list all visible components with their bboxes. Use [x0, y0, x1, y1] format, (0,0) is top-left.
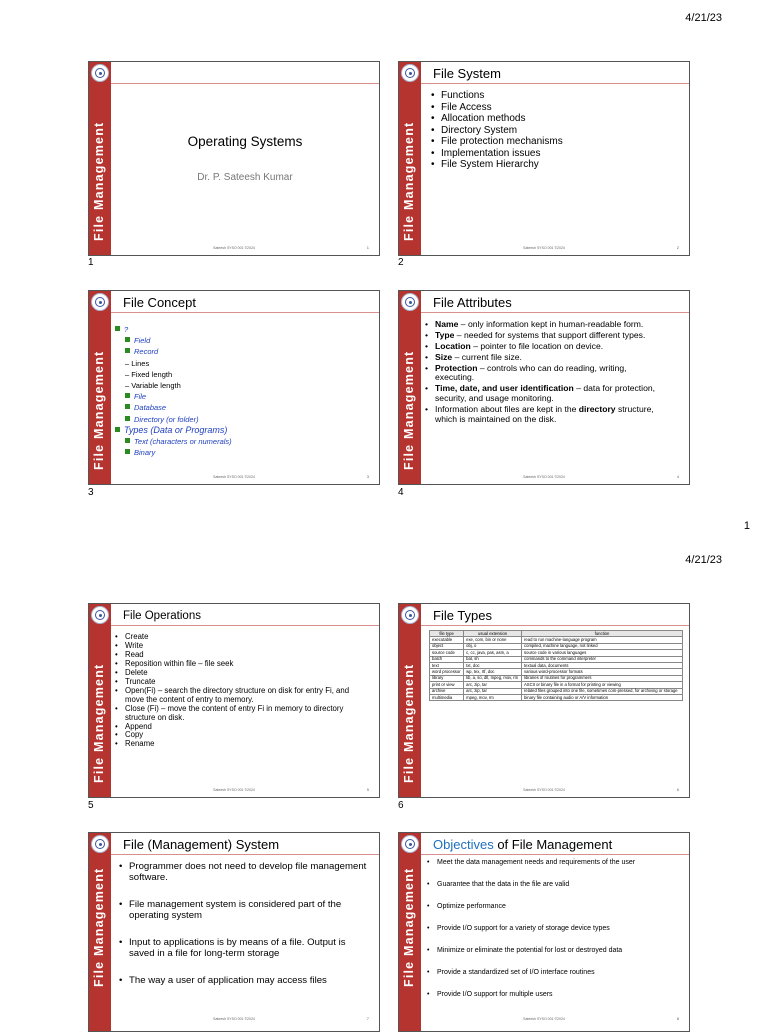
table-cell: source code in various languages [522, 650, 683, 656]
table-cell: source code [430, 650, 464, 656]
list-item: – Fixed length [125, 369, 173, 379]
table-cell: mpeg, mov, rm [464, 695, 522, 701]
sidebar-label: File Management [402, 350, 416, 470]
slide-2 [398, 61, 690, 256]
slide-sidebar [89, 291, 111, 484]
slide-sidebar [399, 604, 421, 797]
slide-1 [88, 61, 380, 256]
slide-footer: Sateesh SYSO 001 ©2024 [213, 1017, 255, 1021]
table-cell: various word-processor formats [522, 669, 683, 675]
list-item: • File protection mechanisms [431, 136, 563, 148]
list-item: • Minimize or eliminate the potential for lost or destroyed data [427, 947, 685, 955]
page-number: 1 [743, 520, 750, 532]
slide-index: 5 [88, 800, 94, 811]
table-cell: related files grouped into one file, sometimes com-pressed, for archiving or storage [522, 688, 683, 694]
sidebar-label: File Management [92, 663, 106, 783]
table-cell: txt, doc [464, 663, 522, 669]
slide-title: File System [433, 66, 501, 81]
table-cell: wp, tex, rtf, doc [464, 669, 522, 675]
list-item: Field [115, 335, 232, 346]
university-logo-icon [401, 606, 419, 624]
list-item: • Append [115, 723, 367, 732]
list-item: • Name – only information kept in human-readable form. [425, 320, 663, 330]
table-cell: word processor [430, 669, 464, 675]
operations-list [115, 633, 367, 749]
slide-footer: Sateesh SYSO 001 ©2024 [523, 246, 565, 250]
table-cell: library [430, 675, 464, 681]
university-logo-icon [91, 293, 109, 311]
list-item: • File Access [431, 102, 563, 114]
slide-title: File Operations [123, 610, 201, 622]
slide-number: 2 [676, 245, 679, 250]
slide-sidebar [89, 604, 111, 797]
university-logo-icon [401, 293, 419, 311]
table-cell: executable [430, 637, 464, 643]
concept-tree [115, 324, 232, 458]
table-cell: bat, sh [464, 656, 522, 662]
list-item: • Open(Fi) – search the directory structure on disk for entry Fi, and move the content of entry to memory. [115, 687, 367, 705]
slide-5 [88, 603, 380, 798]
list-item: • Optimize performance [427, 903, 685, 911]
list-item: • File System Hierarchy [431, 159, 563, 171]
table-cell: libraries of routines for programmers [522, 675, 683, 681]
slide-title: File Concept [123, 295, 196, 310]
slide-index: 2 [398, 257, 404, 268]
university-logo-icon [401, 835, 419, 853]
university-logo-icon [91, 835, 109, 853]
objectives-list [427, 859, 685, 999]
column-header: usual extension [464, 631, 522, 637]
list-item: Binary [115, 447, 232, 458]
sidebar-label: File Management [402, 663, 416, 783]
sidebar-label: File Management [92, 350, 106, 470]
column-header: function [522, 631, 683, 637]
list-item: • Type – needed for systems that support different types. [425, 331, 663, 341]
list-item: • Directory System [431, 125, 563, 137]
list-item: • Functions [431, 90, 563, 102]
university-logo-icon [401, 64, 419, 82]
table-cell: text [430, 663, 464, 669]
slide-sidebar [399, 62, 421, 255]
list-item: – Lines [125, 358, 150, 368]
slide-number: 5 [366, 787, 369, 792]
sidebar-label: File Management [92, 867, 106, 987]
table-cell: textual data, documents [522, 663, 683, 669]
slide-number: 6 [676, 787, 679, 792]
list-item: • Create [115, 633, 367, 642]
slide-index: 6 [398, 800, 404, 811]
page-date: 4/21/23 [685, 12, 722, 24]
table-cell: commands to the command interpreter [522, 656, 683, 662]
table-cell: arc, zip, tar [464, 682, 522, 688]
slide-7 [88, 832, 380, 1032]
list-item: • Provide I/O support for a variety of storage device types [427, 925, 685, 933]
list-item: Text (characters or numerals) [115, 436, 232, 447]
slide-footer: Sateesh SYSO 001 ©2024 [523, 475, 565, 479]
table-cell: object [430, 643, 464, 649]
table-cell: c, cc, java, pas, asm, a [464, 650, 522, 656]
slide-index: 1 [88, 257, 94, 268]
list-item: • Input to applications is by means of a file. Output is saved in a file for long-term storage [119, 937, 371, 959]
slide-number: 8 [676, 1016, 679, 1021]
slide-title: File Attributes [433, 295, 512, 310]
list-item: • Allocation methods [431, 113, 563, 125]
list-item: ? [115, 324, 232, 335]
list-item: • Time, date, and user identification – data for protection, security, and usage monitoring. [425, 384, 663, 404]
list-item: • Delete [115, 669, 367, 678]
slide-3 [88, 290, 380, 485]
sidebar-label: File Management [402, 867, 416, 987]
table-cell: binary file containing audio or A/V information [522, 695, 683, 701]
slide-number: 4 [676, 474, 679, 479]
slide-sidebar [89, 62, 111, 255]
slide-number: 7 [366, 1016, 369, 1021]
list-item: • Protection – controls who can do reading, writing, executing. [425, 364, 663, 384]
table-cell: read to run machine-language program [522, 637, 683, 643]
university-logo-icon [91, 64, 109, 82]
list-item: • The way a user of application may access files [119, 975, 371, 986]
slide-8 [398, 832, 690, 1032]
author: Dr. P. Sateesh Kumar [197, 172, 293, 183]
list-item: • Guarantee that the data in the file are valid [427, 881, 685, 889]
table-cell: print or view [430, 682, 464, 688]
page-date: 4/21/23 [685, 554, 722, 566]
slide-footer: Sateesh SYSO 001 ©2024 [213, 788, 255, 792]
bullet-list [119, 861, 371, 986]
slide-index: 3 [88, 487, 94, 498]
table-cell: ASCII or binary file in a format for printing or viewing [522, 682, 683, 688]
list-item: • Meet the data management needs and requirements of the user [427, 859, 685, 867]
slide-number: 3 [366, 474, 369, 479]
slide-footer: Sateesh SYSO 001 ©2024 [523, 788, 565, 792]
slide-title: File (Management) System [123, 837, 280, 852]
list-item: • Rename [115, 740, 367, 749]
list-item: File [115, 391, 232, 402]
sidebar-label: File Management [402, 121, 416, 241]
list-item: • Location – pointer to file location on device. [425, 342, 663, 352]
list-item: • Information about files are kept in the directory structure, which is maintained on the disk. [425, 405, 663, 425]
list-item: Record [115, 346, 232, 357]
sidebar-label: File Management [92, 121, 106, 241]
slide-sidebar [89, 833, 111, 1031]
list-item: • Provide I/O support for multiple users [427, 991, 685, 999]
list-item: • Size – current file size. [425, 353, 663, 363]
table-row [430, 695, 683, 701]
slide-footer: Sateesh SYSO 001 ©2024 [213, 246, 255, 250]
list-item: Types (Data or Programs) [115, 425, 232, 436]
table-cell: arc, zip, tar [464, 688, 522, 694]
list-item: • Write [115, 642, 367, 651]
slide-index: 4 [398, 487, 404, 498]
list-item: • Close (Fi) – move the content of entry Fi in memory to directory structure on disk. [115, 705, 367, 723]
slide-footer: Sateesh SYSO 001 ©2024 [523, 1017, 565, 1021]
table-cell: exe, com, bin or none [464, 637, 522, 643]
slide-title: Objectives of File Management [433, 837, 613, 852]
list-item: – Variable length [125, 381, 181, 391]
slide-sidebar [399, 291, 421, 484]
list-item: • Implementation issues [431, 148, 563, 160]
list-item: • File management system is considered part of the operating system [119, 899, 371, 921]
list-item: • Provide a standardized set of I/O interface routines [427, 969, 685, 977]
slide-4 [398, 290, 690, 485]
column-header: file type [430, 631, 464, 637]
table-cell: archive [430, 688, 464, 694]
table-cell: multimedia [430, 695, 464, 701]
table-cell: batch [430, 656, 464, 662]
university-logo-icon [91, 606, 109, 624]
table-cell: obj, o [464, 643, 522, 649]
table-cell: compiled, machine language, not linked [522, 643, 683, 649]
list-item: • Reposition within file – file seek [115, 660, 367, 669]
slide-6 [398, 603, 690, 798]
list-item: • Truncate [115, 678, 367, 687]
list-item: Database [115, 402, 232, 413]
attribute-list [425, 320, 663, 425]
bullet-list [431, 90, 563, 171]
slide-title: Operating Systems [187, 134, 303, 149]
table-cell: lib, a, so, dll, mpeg, mov, rm [464, 675, 522, 681]
list-item: • Programmer does not need to develop file management software. [119, 861, 371, 883]
list-item: Directory (or folder) [115, 414, 232, 425]
list-item: • Copy [115, 731, 367, 740]
slide-sidebar [399, 833, 421, 1031]
list-item: • Read [115, 651, 367, 660]
slide-title: File Types [433, 608, 493, 623]
slide-number: 1 [366, 245, 369, 250]
file-types-table [429, 630, 683, 701]
slide-footer: Sateesh SYSO 001 ©2024 [213, 475, 255, 479]
